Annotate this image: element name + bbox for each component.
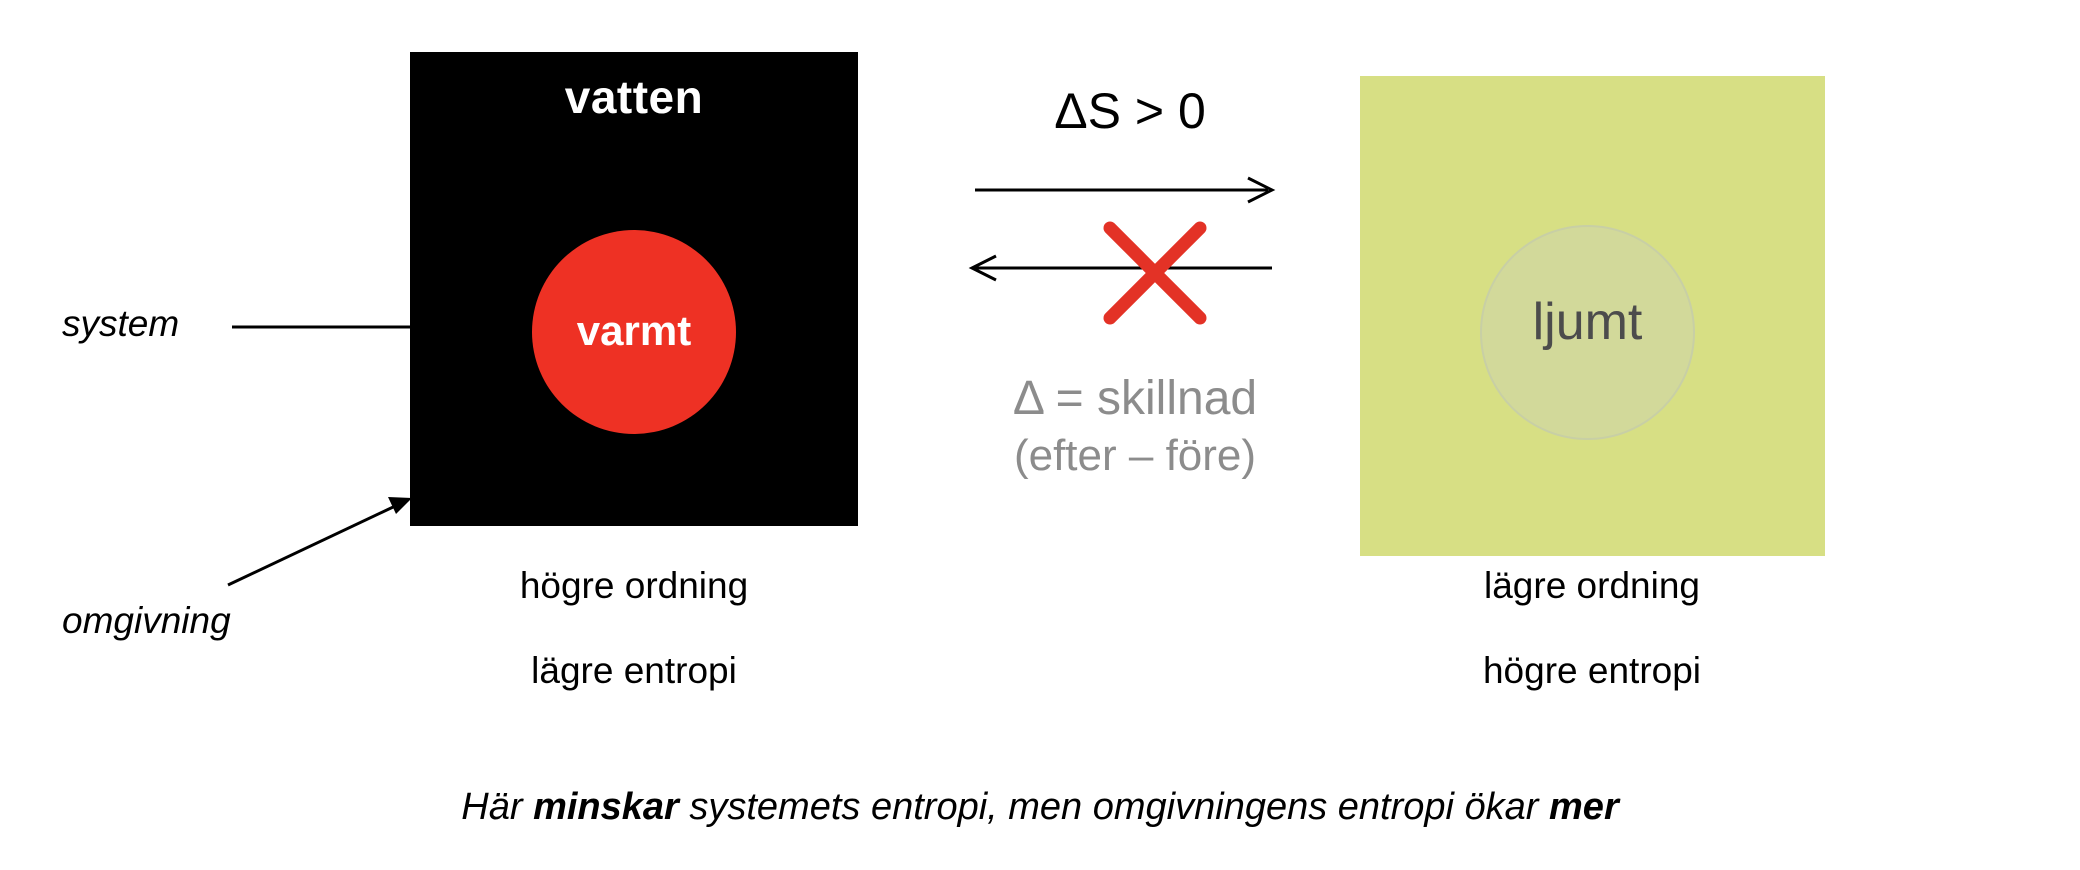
- system-box-title: vatten: [564, 71, 704, 123]
- hot-water-circle-label: varmt: [576, 307, 692, 354]
- summary-part1: Här: [461, 786, 534, 828]
- summary-bold1: minskar: [533, 786, 679, 828]
- system-caption-order: högre ordning: [519, 565, 749, 606]
- delta-definition: [935, 370, 1335, 482]
- label-system: system: [62, 303, 180, 344]
- summary-bold2: mer: [1549, 786, 1619, 828]
- summary-part2: systemets entropi, men omgivningens entropi ökar: [678, 786, 1550, 828]
- summary-sentence: [0, 786, 2080, 829]
- system-caption-entropy: lägre entropi: [531, 650, 737, 691]
- omgivning-leader-arrow: [228, 497, 412, 585]
- entropy-change-label: ΔS > 0: [1054, 83, 1206, 139]
- arrow-right-icon: [975, 178, 1272, 202]
- label-omgivning: omgivning: [62, 600, 231, 641]
- delta-definition-line2: (efter – före): [1013, 430, 1257, 480]
- surroundings-caption-order: lägre ordning: [1484, 565, 1700, 606]
- red-cross-icon: [1110, 228, 1200, 318]
- lukewarm-water-circle-label: ljumt: [1532, 293, 1643, 351]
- arrow-left-icon: [972, 256, 1272, 280]
- surroundings-caption-entropy: högre entropi: [1482, 650, 1702, 691]
- delta-definition-line1: Δ = skillnad: [1012, 372, 1258, 425]
